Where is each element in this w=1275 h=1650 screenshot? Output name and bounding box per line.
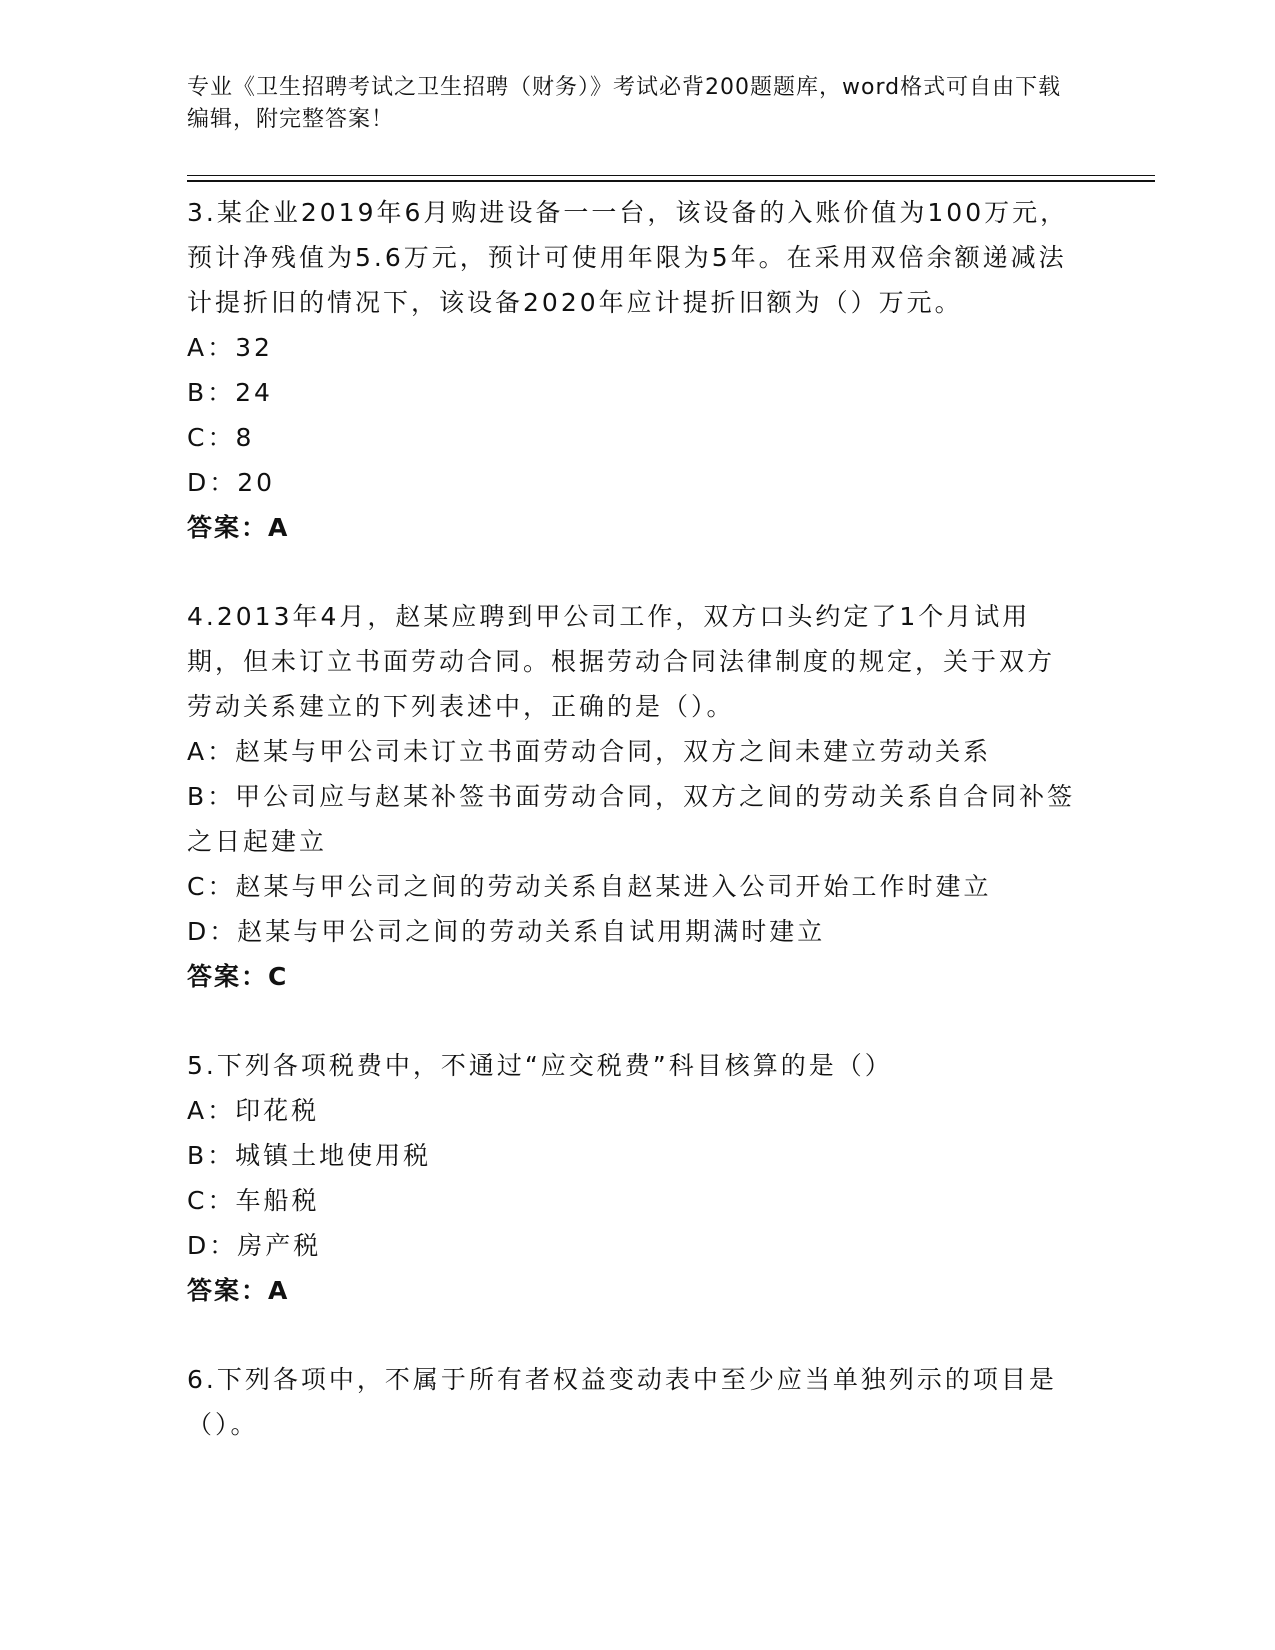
question-list bbox=[187, 190, 1077, 1447]
question-5 bbox=[187, 1043, 1077, 1313]
option-d: D：房产税 bbox=[187, 1231, 322, 1260]
option-c: C：车船税 bbox=[187, 1186, 320, 1215]
option-c: C：赵某与甲公司之间的劳动关系自赵某进入公司开始工作时建立 bbox=[187, 872, 992, 901]
question-3 bbox=[187, 190, 1077, 550]
answer-line: 答案：C bbox=[187, 962, 289, 991]
question-text: 6.下列各项中，不属于所有者权益变动表中至少应当单独列示的项目是（）。 bbox=[187, 1365, 1057, 1439]
question-text: 3.某企业2019年6月购进设备一一台，该设备的入账价值为100万元，预计净残值为5.6万元，预计可使用年限为5年。在采用双倍余额递减法计提折旧的情况下，该设备2020年应计提折旧额为（）万元。 bbox=[187, 198, 1069, 317]
document-header bbox=[187, 72, 1067, 136]
option-d: D：20 bbox=[187, 468, 276, 497]
option-a: A：32 bbox=[187, 333, 273, 362]
header-title: 专业《卫生招聘考试之卫生招聘（财务）》考试必背200题题库，word格式可自由下载编辑，附完整答案！ bbox=[187, 75, 1062, 132]
question-spacer bbox=[187, 550, 1077, 594]
option-b: B：甲公司应与赵某补签书面劳动合同，双方之间的劳动关系自合同补签之日起建立 bbox=[187, 782, 1076, 856]
option-c: C：8 bbox=[187, 423, 255, 452]
question-text: 5.下列各项税费中，不通过“应交税费”科目核算的是（） bbox=[187, 1051, 893, 1080]
option-b: B：城镇土地使用税 bbox=[187, 1141, 432, 1170]
question-spacer bbox=[187, 1313, 1077, 1357]
option-a: A：赵某与甲公司未订立书面劳动合同，双方之间未建立劳动关系 bbox=[187, 737, 992, 766]
question-text: 4.2013年4月，赵某应聘到甲公司工作，双方口头约定了1个月试用期，但未订立书面劳动合同。根据劳动合同法律制度的规定，关于双方劳动关系建立的下列表述中，正确的是（）。 bbox=[187, 602, 1056, 721]
question-6 bbox=[187, 1357, 1077, 1447]
option-a: A：印花税 bbox=[187, 1096, 320, 1125]
question-spacer bbox=[187, 999, 1077, 1043]
option-d: D：赵某与甲公司之间的劳动关系自试用期满时建立 bbox=[187, 917, 826, 946]
answer-line: 答案：A bbox=[187, 1276, 290, 1305]
question-4 bbox=[187, 594, 1077, 999]
answer-line: 答案：A bbox=[187, 513, 290, 542]
option-b: B：24 bbox=[187, 378, 273, 407]
header-divider bbox=[187, 175, 1155, 176]
header-divider-thick bbox=[187, 180, 1155, 182]
